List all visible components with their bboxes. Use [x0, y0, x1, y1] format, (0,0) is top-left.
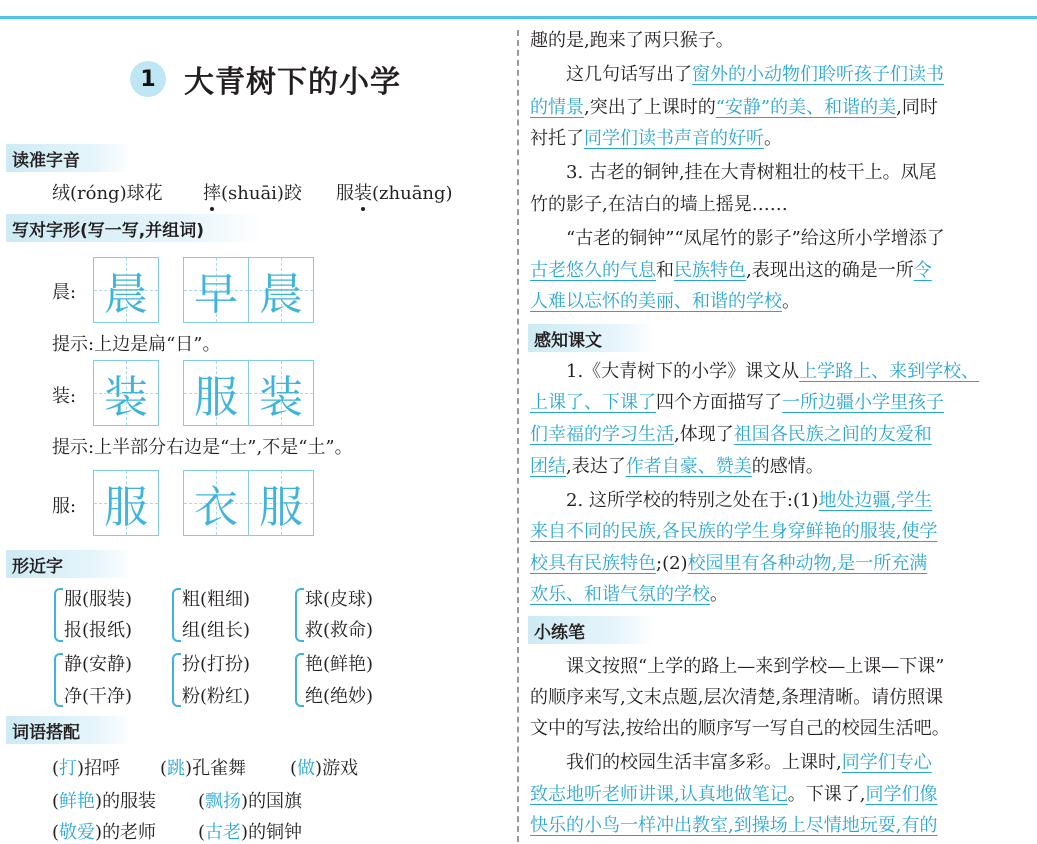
grid-char: 服: [259, 482, 303, 533]
lesson-title-text: 大青树下的小学: [184, 65, 401, 100]
line-text: 衬托了: [530, 128, 584, 149]
line-text: 文中的写法,按给出的顺序写一写自己的校园生活吧。: [530, 718, 950, 739]
grid-char: 服: [104, 482, 148, 533]
paragraph-line: [530, 420, 932, 450]
similar-item: 扮(打扮): [182, 654, 251, 675]
pinyin-pre: 绒: [52, 183, 70, 204]
line-text: 这几句话写出了: [566, 64, 692, 85]
similar-item: 救(救命): [305, 620, 374, 641]
grid-char: 服: [194, 372, 238, 423]
answer-text: 同学们读书声音的好听: [584, 128, 764, 149]
paragraph-line: [566, 486, 932, 516]
paragraph-line: [530, 452, 824, 482]
pinyin-item-2: [203, 179, 302, 205]
paragraph-line: [530, 287, 800, 317]
answer-text: 来自不同的民族,各民族的学生身穿鲜艳的服装,使学: [530, 521, 938, 542]
paragraph-line: [566, 748, 932, 778]
answer-text: 窗外的小动物们聆听孩子们读书: [692, 64, 944, 85]
collocation-text: 的铜钟: [248, 822, 303, 843]
pinyin-text: (shuāi)跤: [221, 183, 302, 204]
paragraph-line: [530, 780, 937, 810]
pinyin-item-1: [52, 179, 163, 205]
answer-text: 作者自豪、赞美: [625, 456, 752, 477]
answer-text: 地处边疆,学生: [818, 490, 933, 511]
pinyin-text: (zhuāng): [372, 183, 453, 204]
writing-grid: [93, 360, 159, 426]
paragraph-line: [566, 224, 945, 254]
paragraph-line: [530, 683, 943, 713]
line-text: 1.《大青树下的小学》课文从: [566, 361, 800, 382]
similar-item: 静(安静): [64, 654, 133, 675]
writing-hint: 提示:上半部分右边是“士”,不是“土”。: [52, 437, 353, 458]
similar-item: 报(报纸): [64, 620, 133, 641]
pinyin-text: (róng)球花: [70, 183, 163, 204]
lesson-number-badge: 1: [130, 61, 166, 97]
collocation-text: 孔雀舞: [192, 758, 247, 779]
collocation-item: (古老)的铜钟: [198, 822, 303, 843]
line-text: 。: [710, 584, 728, 605]
collocation-answer: 鲜艳: [59, 791, 96, 812]
paragraph-line: [530, 549, 927, 579]
paragraph-line: [566, 357, 979, 387]
brace-icon: [172, 588, 181, 642]
line-text: 课文按照“上学的路上—来到学校—上课—下课”: [566, 656, 945, 677]
answer-text: 同学们像: [865, 784, 938, 805]
line-text: 我们的校园生活丰富多彩。上课时,: [566, 752, 842, 773]
collocation-text: 招呼: [84, 758, 121, 779]
line-text: ,突出了上课时的: [584, 97, 716, 118]
grid-char: 晨: [259, 269, 303, 320]
line-text: 。: [782, 291, 800, 312]
paragraph-line: [530, 124, 782, 154]
line-text: 趣的是,跑来了两只猴子。: [530, 30, 734, 51]
paragraph-line: [530, 388, 944, 418]
section-writing: 写对字形(写一写,并组词): [6, 214, 262, 242]
answer-text: 快乐的小鸟一样冲出教室,到操场上尽情地玩耍,有的: [530, 815, 938, 836]
similar-item: 粗(粗细): [182, 589, 251, 610]
line-text: 竹的影子,在洁白的墙上摇晃……: [530, 194, 788, 215]
line-text: ;(2): [656, 553, 688, 574]
similar-item: 组(组长): [182, 620, 251, 641]
paragraph-line: [530, 811, 937, 841]
answer-text: 古老悠久的气息: [530, 260, 656, 281]
brace-icon: [295, 653, 304, 707]
paragraph-line: [566, 60, 944, 90]
line-text: ,表现出这的确是一所: [746, 260, 914, 281]
collocation-answer: 跳: [167, 758, 186, 779]
answer-text: 祖国各民族之间的友爱和: [733, 424, 932, 445]
paragraph-line: [530, 26, 734, 56]
line-text: “古老的铜钟”“凤尾竹的影子”给这所小学增添了: [566, 228, 945, 249]
line-text: 和: [656, 260, 674, 281]
top-rule: [0, 16, 1037, 19]
collocation-answer: 古老: [205, 822, 242, 843]
line-text: 的顺序来写,文末点题,层次清楚,条理清晰。请仿照课: [530, 687, 944, 708]
similar-item: 绝(绝妙): [305, 686, 374, 707]
answer-text: 欢乐、和谐气氛的学校: [530, 584, 710, 605]
collocation-answer: 打: [59, 758, 78, 779]
similar-item: 粉(粉红): [182, 686, 251, 707]
collocation-text: 的服装: [102, 791, 157, 812]
pinyin-item-3: [336, 179, 453, 205]
answer-text: 团结: [530, 456, 566, 477]
lesson-title: [130, 56, 401, 102]
writing-label: 晨:: [52, 282, 77, 303]
writing-grid: [183, 360, 249, 426]
pinyin-dotted-char: 摔: [203, 179, 221, 205]
collocation-answer: 飘扬: [205, 791, 242, 812]
answer-text: “安静”的美、和谐的美: [715, 97, 897, 118]
collocation-item: (跳)孔雀舞: [160, 758, 247, 779]
similar-item: 净(干净): [64, 686, 133, 707]
answer-text: 上学路上、来到学校、: [799, 361, 980, 382]
paragraph-line: [566, 158, 937, 188]
writing-grid: [248, 257, 314, 323]
collocation-text: 的老师: [102, 822, 157, 843]
similar-item: 艳(鲜艳): [305, 654, 374, 675]
collocation-text: 的国旗: [248, 791, 303, 812]
collocation-item: (敬爱)的老师: [52, 822, 157, 843]
line-text: 2. 这所学校的特别之处在于:(1): [566, 490, 819, 511]
grid-char: 装: [259, 372, 303, 423]
line-text: ,体现了: [674, 424, 734, 445]
similar-item: 服(服装): [64, 589, 133, 610]
line-text: ,同时: [896, 97, 938, 118]
writing-grid: [93, 470, 159, 536]
writing-label: 服:: [52, 496, 77, 517]
answer-text: 人难以忘怀的美丽、和谐的学校: [530, 291, 782, 312]
section-writing-practice: 小练笔: [528, 616, 654, 644]
answer-text: 一所边疆小学里孩子: [782, 392, 944, 413]
collocation-item: (打)招呼: [52, 758, 121, 779]
brace-icon: [172, 653, 181, 707]
answer-text: 同学们专心: [841, 752, 932, 773]
brace-icon: [54, 588, 63, 642]
collocation-answer: 做: [297, 758, 316, 779]
brace-icon: [54, 653, 63, 707]
answer-text: 令: [913, 260, 932, 281]
collocation-item: (飘扬)的国旗: [198, 791, 303, 812]
pinyin-pre: 服: [336, 183, 354, 204]
writing-hint: 提示:上边是扁“日”。: [52, 334, 221, 355]
section-pronunciation: 读准字音: [6, 144, 132, 172]
writing-grid: [183, 470, 249, 536]
paragraph-line: [530, 580, 728, 610]
section-similar-chars: 形近字: [6, 550, 132, 578]
grid-char: 晨: [104, 269, 148, 320]
pinyin-dotted-char: 装: [354, 179, 372, 205]
grid-char: 衣: [194, 482, 238, 533]
column-divider: [517, 30, 519, 842]
paragraph-line: [530, 517, 937, 547]
section-collocation: 词语搭配: [6, 716, 132, 744]
writing-grid: [183, 257, 249, 323]
line-text: 四个方面描写了: [656, 392, 782, 413]
answer-text: 校园里有各种动物,是一所充满: [687, 553, 928, 574]
writing-grid: [93, 257, 159, 323]
line-text: 3. 古老的铜钟,挂在大青树粗壮的枝干上。凤尾: [566, 162, 937, 183]
grid-char: 装: [104, 372, 148, 423]
answer-text: 们幸福的学习生活: [530, 424, 674, 445]
collocation-answer: 敬爱: [59, 822, 96, 843]
answer-text: 校具有民族特色: [530, 553, 656, 574]
paragraph-line: [530, 190, 788, 220]
writing-grid: [248, 360, 314, 426]
collocation-item: (做)游戏: [290, 758, 359, 779]
answer-text: 致志地听老师讲课,认真地做笔记: [530, 784, 788, 805]
line-text: ,表达了: [566, 456, 626, 477]
line-text: 。下课了,: [787, 784, 866, 805]
paragraph-line: [530, 256, 932, 286]
line-text: 。: [764, 128, 782, 149]
paragraph-line: [530, 714, 950, 744]
answer-text: 的情景: [530, 97, 584, 118]
collocation-item: (鲜艳)的服装: [52, 791, 157, 812]
writing-label: 装:: [52, 386, 77, 407]
line-text: 的感情。: [751, 456, 824, 477]
answer-text: 上课了、下课了: [530, 392, 656, 413]
grid-char: 早: [194, 269, 238, 320]
similar-item: 球(皮球): [305, 589, 374, 610]
collocation-text: 游戏: [322, 758, 359, 779]
brace-icon: [295, 588, 304, 642]
paragraph-line: [566, 652, 944, 682]
section-comprehension: 感知课文: [528, 324, 654, 352]
answer-text: 民族特色: [674, 260, 746, 281]
writing-grid: [248, 470, 314, 536]
paragraph-line: [530, 93, 938, 123]
